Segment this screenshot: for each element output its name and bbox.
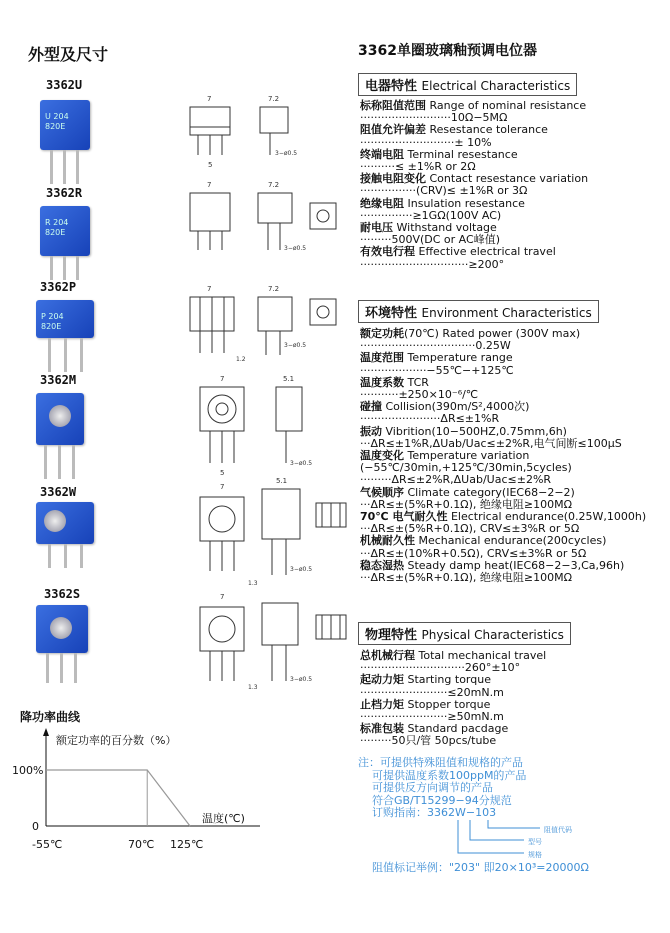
note-line: 符合GB/T15299−94分规范 [358,793,512,807]
spec-value: ·········ΔR≤±2%R,ΔUab/Uac≤±2%R [360,473,552,487]
spec-value: ·································0.25W [360,339,511,353]
physical-header-cn: 物理特性 [365,628,418,643]
electrical-header-cn: 电器特性 [365,79,418,94]
dim-pin-w: 3−ø0.5 [290,566,313,573]
curve-title: 降功率曲线 [20,710,81,724]
photo-3362s [36,605,88,653]
drawing-3362s [200,593,346,690]
spec-value: ···········±250×10⁻⁶/℃ [360,388,479,402]
environment-specs [360,328,665,584]
spec-value: ···············≥1GΩ(100V AC) [360,208,502,222]
spec-label-cn: 接触电阻变化 [360,172,426,186]
model-label-r: 3362R [46,186,83,200]
spec-value: ··························10Ω−5MΩ [360,111,508,125]
electrical-header-en: Electrical Characteristics [421,79,571,93]
dim-7-u: 7 [207,95,212,103]
spec-label-cn: 温度范围 [360,351,404,365]
spec-label-cn: 振动 [360,424,382,438]
model-label-m: 3362M [40,373,77,387]
dim-7-r: 7 [207,181,212,189]
drawing-3362u [190,95,297,169]
spec-value: (−55℃/30min,+125℃/30min,5cycles) [360,461,572,475]
spec-label-en: Temperature variation [404,449,530,463]
spec-label-en: Insulation resestance [404,196,525,210]
dim-72-u: 7.2 [268,95,280,103]
spec-label-cn: 气候顺序 [360,485,404,499]
dim-13-w: 1.3 [248,580,258,587]
electrical-header [358,73,577,96]
y-tick-100: 100% [12,764,44,777]
dim-72-p: 7.2 [268,285,280,293]
spec-value: ···ΔR≤±1%R,ΔUab/Uac≤±2%R,电气间断≤100μS [360,436,622,450]
physical-header-en: Physical Characteristics [421,628,564,642]
spec-label-cn: 有效电行程 [360,245,415,259]
drawing-3362p [190,285,336,363]
spec-label-en: Electrical endurance(0.25W,1000h) [447,510,647,524]
spec-label-en: Temperature range [404,351,513,365]
spec-label-en: Vibrition(10−500HZ,0.75mm,6h) [382,424,567,438]
note-line: 可提供反方向调节的产品 [358,781,493,794]
photo-3362r [40,206,90,256]
environment_specs-row [360,572,665,584]
spec-label-cn: 碰撞 [360,400,382,414]
model-label-p: 3362P [40,280,77,294]
y-axis-arrow [43,728,49,736]
environment-header [358,300,599,323]
spec-value: ······························260°±10° [360,661,521,675]
spec-label-en: Starting torque [404,673,491,687]
spec-value: ··········≤ ±1%R or 2Ω [360,160,476,174]
physical-specs [360,650,665,748]
spec-label-cn: 止档力矩 [360,697,404,711]
spec-value: ···ΔR≤±(5%R+0.1Ω), CRV≤±3%R or 5Ω [360,522,580,536]
dim-13-s: 1.3 [248,684,258,690]
spec-value: ···················−55℃−+125℃ [360,363,514,377]
spec-value: ·························≥50mN.m [360,710,504,724]
spec-label-cn: 耐电压 [360,221,393,235]
spec-value: ···························± 10% [360,135,492,149]
photo-text-r: R 204 820E [45,218,69,237]
y-axis-label: 额定功率的百分数（%） [56,734,177,747]
spec-label-cn: 额定功耗 [360,327,404,340]
physical-header [358,622,571,645]
spec-label-cn: 标称阻值范围 [360,99,426,112]
spec-label-cn: 70℃ 电气耐久性 [360,510,448,524]
spec-label-cn: 温度系数 [360,375,404,389]
spec-label-cn: 终端电阻 [360,147,404,161]
photo-text-u: U 204 820E [45,112,69,131]
spec-label-en: TCR [404,375,429,389]
dim-5-m: 5 [220,469,225,477]
spec-value: ·········500V(DC or AC峰值) [360,233,500,247]
dim-7-s: 7 [220,593,225,601]
dim-7-p: 7 [207,285,212,293]
spec-label-en: Standard pacdage [404,722,509,736]
spec-label-en: (70℃) Rated power (300V max) [404,327,581,340]
photo-text-p: P 204 820E [41,312,64,331]
environment-header-cn: 环境特性 [365,306,418,321]
dim-7-w: 7 [220,483,225,491]
spec-label-en: Steady damp heat(IEC68−2−3,Ca,96h) [404,558,625,572]
photo-3362w [36,502,94,544]
note-line: 可提供温度系数100ppM的产品 [358,768,527,782]
order-label-spec: 规格 [528,851,542,859]
photo-3362u [40,100,90,150]
dim-pin-p: 3−ø0.5 [284,342,307,349]
right-title: 3362单圈玻璃釉预调电位器 [358,43,537,59]
dim-pin-m: 3−ø0.5 [290,460,313,467]
drawing-3362w [200,477,346,587]
order-label-code: 阻值代码 [544,826,572,834]
dim-pin-u: 3−ø0.5 [275,150,298,157]
dim-7-m: 7 [220,375,225,383]
spec-label-en: Terminal resestance [404,147,518,161]
dim-12-p: 1.2 [236,356,246,363]
note-line: 注：可提供特殊阻值和规格的产品 [358,756,523,769]
spec-label-en: Stopper torque [404,697,491,711]
dim-51-w: 5.1 [276,477,288,485]
derating-line [46,770,190,826]
spec-label-en: Total mechanical travel [415,649,547,662]
spec-label-en: Collision(390m/S²,4000次) [382,400,530,414]
spec-label-cn: 标准包装 [360,722,404,736]
spec-value: ················(CRV)≤ ±1%R or 3Ω [360,184,528,198]
spec-value: ···ΔR≤±(5%R+0.1Ω), 绝缘电阻≥100MΩ [360,571,572,585]
spec-label-cn: 稳态湿热 [360,558,404,572]
electrical_specs-row [360,259,665,271]
spec-label-en: Range of nominal resistance [426,99,587,112]
drawing-3362m [200,375,312,477]
model-label-u: 3362U [46,78,83,92]
spec-label-cn: 总机械行程 [360,649,415,662]
spec-label-en: Contact resestance variation [426,172,589,186]
dim-pin-s: 3−ø0.5 [290,676,313,683]
spec-value: ·········50只/管 50pcs/tube [360,734,497,748]
spec-value: ·······························≥200° [360,257,505,271]
spec-label-cn: 绝缘电阻 [360,196,404,210]
x-axis-label: 温度(℃) [202,812,245,825]
dimension-drawings [170,85,360,690]
spec-value: ···ΔR≤±(5%R+0.1Ω), 绝缘电阻≥100MΩ [360,497,572,511]
spec-label-en: Mechanical endurance(200cycles) [415,534,607,548]
dim-pin-r: 3−ø0.5 [284,245,307,252]
photo-3362m [36,393,84,445]
spec-label-cn: 阻值允许偏差 [360,123,426,137]
x-tick-125: 125℃ [170,838,204,851]
physical_specs-row [360,735,665,747]
spec-label-cn: 温度变化 [360,449,404,463]
model-label-s: 3362S [44,587,81,601]
environment-header-en: Environment Characteristics [421,306,592,320]
photo-3362p [36,300,94,338]
notes [358,757,658,820]
order-example: 阻值标记举例："203" 即20×10³=20000Ω [372,861,589,874]
dim-51-m: 5.1 [283,375,295,383]
spec-label-cn: 起动力矩 [360,673,404,687]
note-line: 订购指南：3362W−103 [358,806,497,819]
electrical-specs [360,100,665,271]
spec-value: ·························≤20mN.m [360,685,504,699]
y-tick-0: 0 [32,820,39,833]
model-label-w: 3362W [40,485,77,499]
dim-72-r: 7.2 [268,181,280,189]
spec-label-en: Withstand voltage [393,221,497,235]
derating-chart [10,722,270,857]
order-label-model: 型号 [528,838,542,846]
spec-label-en: Resestance tolerance [426,123,548,137]
spec-label-cn: 机械耐久性 [360,534,415,548]
drawing-3362r [190,181,336,252]
spec-label-en: Climate category(IEC68−2−2) [404,485,575,499]
spec-label-en: Effective electrical travel [415,245,556,259]
spec-value: ·······················ΔR≤±1%R [360,412,500,426]
x-tick-70: 70℃ [128,838,155,851]
left-title: 外型及尺寸 [28,45,109,64]
dim-5-u: 5 [208,161,213,169]
spec-value: ···ΔR≤±(10%R+0.5Ω), CRV≤±3%R or 5Ω [360,546,587,560]
x-tick-m55: -55℃ [32,838,63,851]
